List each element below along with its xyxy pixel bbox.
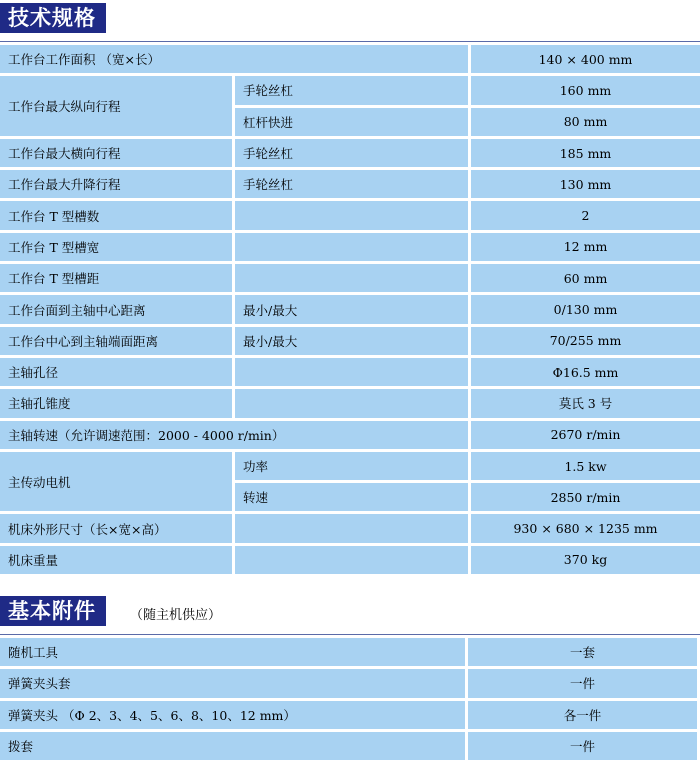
spec-name: 主轴孔径 bbox=[0, 358, 232, 386]
spec-value: 130 mm bbox=[471, 170, 700, 198]
spec-name: 工作台最大升降行程 bbox=[0, 170, 232, 198]
spec-name: 机床外形尺寸（长×宽×高） bbox=[0, 514, 232, 542]
spec-name: 工作台工作面积 （宽×长） bbox=[0, 45, 468, 73]
spec-value: 2 bbox=[471, 201, 700, 229]
spec-condition: 最小/最大 bbox=[235, 327, 468, 355]
table-row bbox=[0, 638, 697, 666]
accessory-qty: 一件 bbox=[468, 669, 697, 697]
spec-value: 2670 r/min bbox=[471, 421, 700, 449]
spec-condition bbox=[235, 358, 468, 386]
spec-condition: 杠杆快进 bbox=[235, 108, 468, 136]
spec-value: 莫氏 3 号 bbox=[471, 389, 700, 417]
spec-name: 机床重量 bbox=[0, 546, 232, 574]
spec-condition: 手轮丝杠 bbox=[235, 76, 468, 104]
table-row bbox=[0, 514, 700, 542]
accessory-name: 弹簧夹头套 bbox=[0, 669, 465, 697]
table-row bbox=[0, 295, 700, 323]
spec-value: 12 mm bbox=[471, 233, 700, 261]
spec-name: 主轴孔锥度 bbox=[0, 389, 232, 417]
spec-value: Φ16.5 mm bbox=[471, 358, 700, 386]
spec-table bbox=[0, 42, 700, 577]
spec-value: 185 mm bbox=[471, 139, 700, 167]
spec-condition: 最小/最大 bbox=[235, 295, 468, 323]
accessory-name: 随机工具 bbox=[0, 638, 465, 666]
spec-condition: 功率 bbox=[235, 452, 468, 480]
accessory-name: 拨套 bbox=[0, 732, 465, 760]
spec-value: 160 mm bbox=[471, 76, 700, 104]
table-row bbox=[0, 76, 700, 104]
table-row bbox=[0, 170, 700, 198]
spec-condition bbox=[235, 201, 468, 229]
accessory-qty: 一套 bbox=[468, 638, 697, 666]
spec-name: 工作台最大纵向行程 bbox=[0, 76, 232, 136]
table-row bbox=[0, 139, 700, 167]
accessory-section-title: 基本附件 bbox=[0, 596, 106, 626]
spec-name: 工作台中心到主轴端面距离 bbox=[0, 327, 232, 355]
table-row bbox=[0, 421, 700, 449]
spec-condition bbox=[235, 233, 468, 261]
spec-name: 工作台 T 型槽宽 bbox=[0, 233, 232, 261]
spec-condition bbox=[235, 514, 468, 542]
spec-condition: 手轮丝杠 bbox=[235, 170, 468, 198]
spec-value: 1.5 kw bbox=[471, 452, 700, 480]
spec-section-title: 技术规格 bbox=[0, 3, 106, 33]
spec-condition bbox=[235, 546, 468, 574]
spec-value: 930 × 680 × 1235 mm bbox=[471, 514, 700, 542]
table-row bbox=[0, 669, 697, 697]
table-row bbox=[0, 389, 700, 417]
table-row bbox=[0, 264, 700, 292]
table-row bbox=[0, 546, 700, 574]
spec-name: 工作台 T 型槽数 bbox=[0, 201, 232, 229]
table-row bbox=[0, 201, 700, 229]
spec-value: 80 mm bbox=[471, 108, 700, 136]
accessory-section-note: （随主机供应） bbox=[130, 608, 222, 623]
table-row bbox=[0, 358, 700, 386]
spec-name: 工作台最大横向行程 bbox=[0, 139, 232, 167]
accessory-qty: 各一件 bbox=[468, 701, 697, 729]
table-row bbox=[0, 701, 697, 729]
spec-value: 70/255 mm bbox=[471, 327, 700, 355]
spec-condition bbox=[235, 264, 468, 292]
spec-value: 60 mm bbox=[471, 264, 700, 292]
accessory-qty: 一件 bbox=[468, 732, 697, 760]
spec-value: 370 kg bbox=[471, 546, 700, 574]
table-row bbox=[0, 233, 700, 261]
spec-condition: 转速 bbox=[235, 483, 468, 511]
spec-name: 主轴转速（允许调速范围：2000 - 4000 r/min） bbox=[0, 421, 468, 449]
spec-condition: 手轮丝杠 bbox=[235, 139, 468, 167]
spec-name: 工作台面到主轴中心距离 bbox=[0, 295, 232, 323]
table-row bbox=[0, 732, 697, 760]
spec-value: 2850 r/min bbox=[471, 483, 700, 511]
table-row bbox=[0, 45, 700, 73]
spec-condition bbox=[235, 389, 468, 417]
spec-value: 140 × 400 mm bbox=[471, 45, 700, 73]
spec-name: 主传动电机 bbox=[0, 452, 232, 512]
spec-name: 工作台 T 型槽距 bbox=[0, 264, 232, 292]
accessory-table bbox=[0, 635, 700, 763]
spec-value: 0/130 mm bbox=[471, 295, 700, 323]
accessory-name: 弹簧夹头 （Φ 2、3、4、5、6、8、10、12 mm） bbox=[0, 701, 465, 729]
table-row bbox=[0, 452, 700, 480]
table-row bbox=[0, 327, 700, 355]
